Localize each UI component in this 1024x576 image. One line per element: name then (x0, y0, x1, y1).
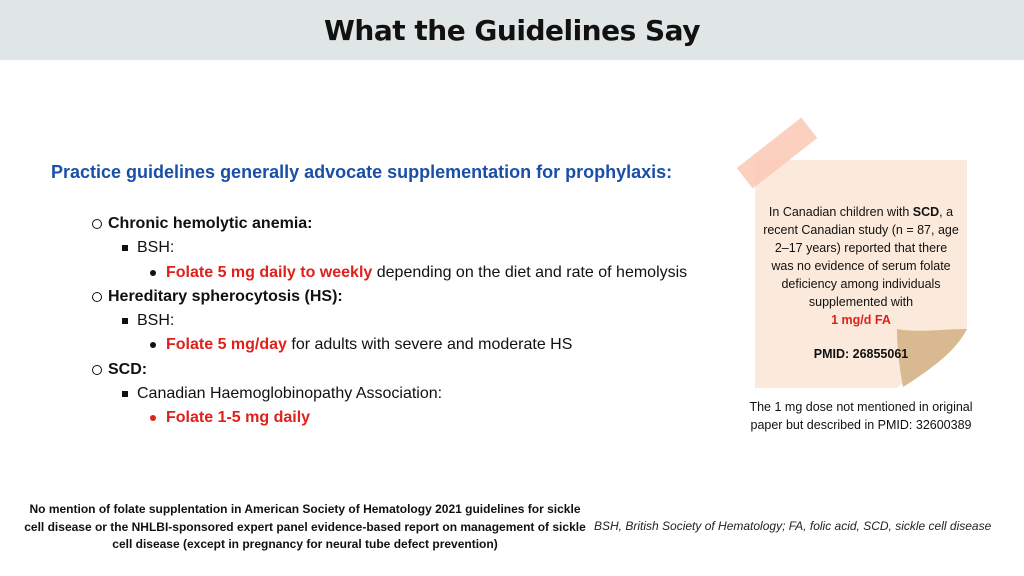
note-highlight: 1 mg/d FA (831, 313, 891, 327)
dose-highlight: Folate 5 mg daily to weekly (166, 263, 373, 281)
note-text-bold: SCD (912, 205, 940, 219)
note-pmid: PMID: 26855061 (813, 347, 909, 361)
dot-bullet-icon (150, 270, 156, 276)
dose-highlight: Folate 1-5 mg daily (166, 409, 311, 427)
note-text-before: In Canadian children with (768, 205, 913, 219)
dose-detail: for adults with severe and moderate HS (286, 336, 573, 354)
outline-subitem-chronic-source (92, 236, 687, 260)
outline-source: BSH: (137, 312, 175, 330)
square-bullet-icon (122, 245, 128, 251)
note-body (763, 203, 959, 329)
outline-detail-scd (92, 406, 687, 430)
outline-detail-chronic (92, 261, 687, 285)
outline-item-chronic (92, 212, 687, 236)
outline-item-hs (92, 285, 687, 309)
hollow-circle-bullet-icon (92, 365, 102, 375)
note-caption: The 1 mg dose not mentioned in original paper but described in PMID: 32600389 (749, 400, 973, 432)
square-bullet-icon (122, 318, 128, 324)
title-bar (0, 0, 1024, 60)
outline-heading: Hereditary spherocytosis (HS): (108, 287, 343, 305)
note-text-after: , a recent Canadian study (n = 87, age 2–17 years) reported that there was no evidence of serum folate deficiency among individuals supplemented with (763, 205, 959, 309)
outline-source: BSH: (137, 239, 175, 257)
hollow-circle-bullet-icon (92, 292, 102, 302)
outline-heading: Chronic hemolytic anemia: (108, 215, 313, 232)
outline-detail-hs (92, 333, 687, 357)
section-subtitle: Practice guidelines generally advocate supplementation for prophylaxis: (51, 162, 673, 182)
guidelines-outline (92, 212, 687, 431)
outline-source: Canadian Haemoglobinopathy Association: (137, 385, 443, 403)
dose-highlight: Folate 5 mg/day (166, 336, 287, 354)
page-title: What the Guidelines Say (324, 13, 700, 47)
dot-bullet-icon (150, 342, 156, 348)
dose-detail: depending on the diet and rate of hemolysis (372, 263, 688, 281)
hollow-circle-bullet-icon (92, 219, 102, 229)
outline-heading: SCD: (108, 360, 148, 378)
outline-item-scd (92, 358, 687, 382)
square-bullet-icon (122, 391, 128, 397)
dot-bullet-icon (150, 415, 156, 421)
outline-subitem-scd-source (92, 382, 687, 406)
outline-subitem-hs-source (92, 309, 687, 333)
footnote-abbreviations: BSH, British Society of Hematology; FA, folic acid, SCD, sickle cell disease (594, 519, 992, 533)
footnote-guidelines: No mention of folate supplentation in American Society of Hematology 2021 guidelines for sickle cell disease or the NHLBI-sponsored expert panel evidence-based report on management of sickle cell disease (except in pregnancy for neural tube defect prevention) (24, 502, 586, 551)
